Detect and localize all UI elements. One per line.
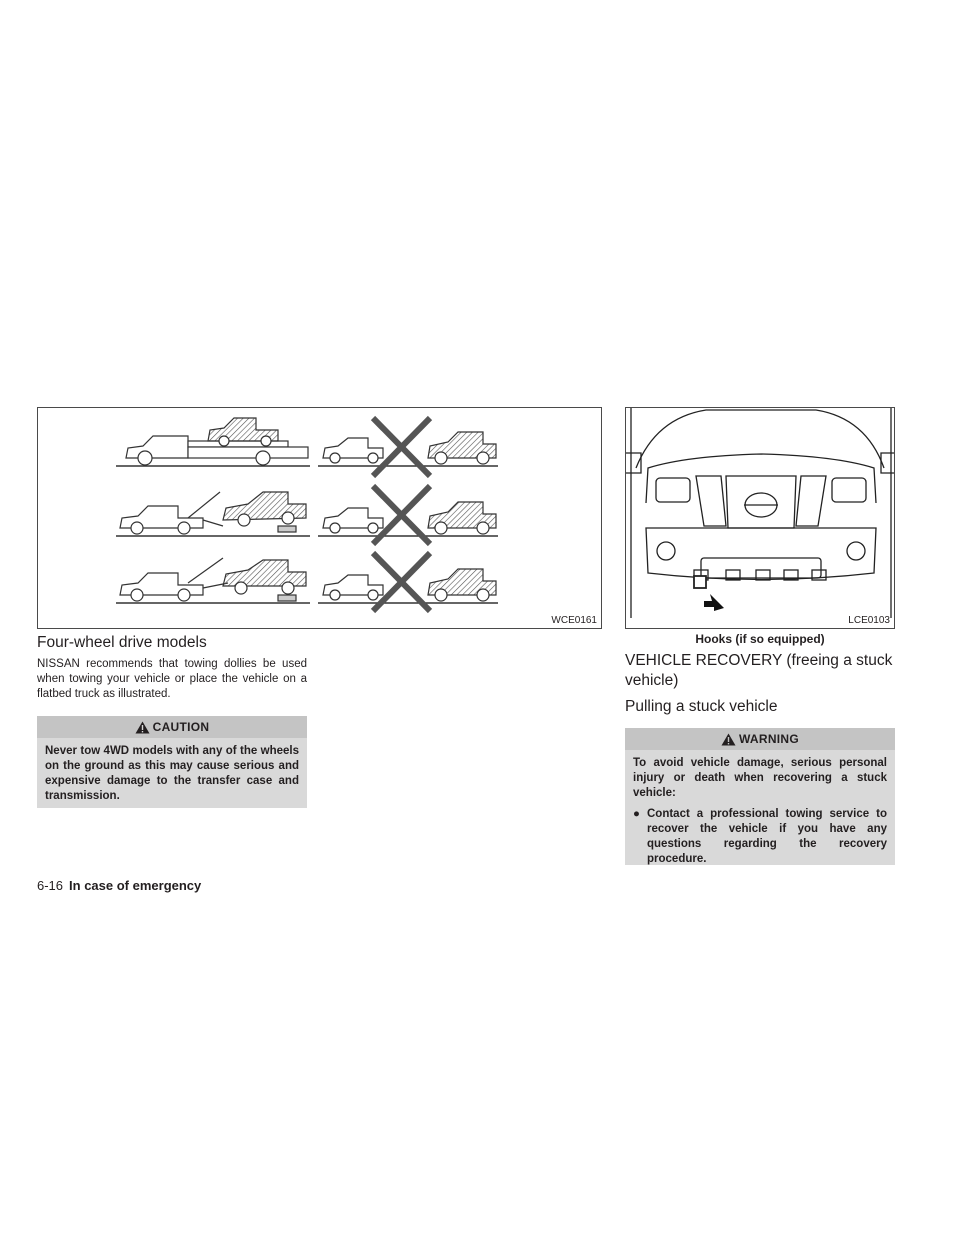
figure-code: WCE0161 <box>551 615 597 626</box>
towing-illustration <box>38 408 603 630</box>
page-number: 6-16 <box>37 878 64 893</box>
bullet-text: Contact a professional towing service to recover the vehicle if you have any questions regarding the recovery procedure. <box>647 808 887 865</box>
towing-methods-figure <box>37 407 602 629</box>
caution-box <box>37 716 307 808</box>
body-paragraph: NISSAN recommends that towing dollies be used when towing your vehicle or place the vehicle on a flatbed truck as illustrated. <box>37 658 307 700</box>
bullet-icon: ● <box>633 808 640 820</box>
section-heading: Four-wheel drive models <box>37 634 207 651</box>
figure-code: LCE0103 <box>848 615 890 626</box>
chapter-title: In case of emergency <box>69 878 202 893</box>
recovery-hooks-figure <box>625 407 895 629</box>
list-item <box>633 807 887 867</box>
warning-box <box>625 728 895 865</box>
truck-front-illustration <box>626 408 895 629</box>
caution-header <box>37 716 307 738</box>
warning-triangle-icon <box>721 733 736 746</box>
caution-title: CAUTION <box>152 720 210 734</box>
page-footer <box>37 878 201 893</box>
subsection-heading: Pulling a stuck vehicle <box>625 698 778 715</box>
recovery-heading: VEHICLE RECOVERY (freeing a stuck vehicle) <box>625 652 893 689</box>
warning-intro: To avoid vehicle damage, serious personal injury or death when recovering a stuck vehicle: <box>633 757 887 799</box>
warning-triangle-icon <box>135 721 150 734</box>
caution-text: Never tow 4WD models with any of the wheels on the ground as this may cause serious and expensive damage to the transfer case and transmission. <box>45 745 299 802</box>
warning-title: WARNING <box>738 732 800 746</box>
figure-caption: Hooks (if so equipped) <box>695 632 825 646</box>
warning-header <box>625 728 895 750</box>
